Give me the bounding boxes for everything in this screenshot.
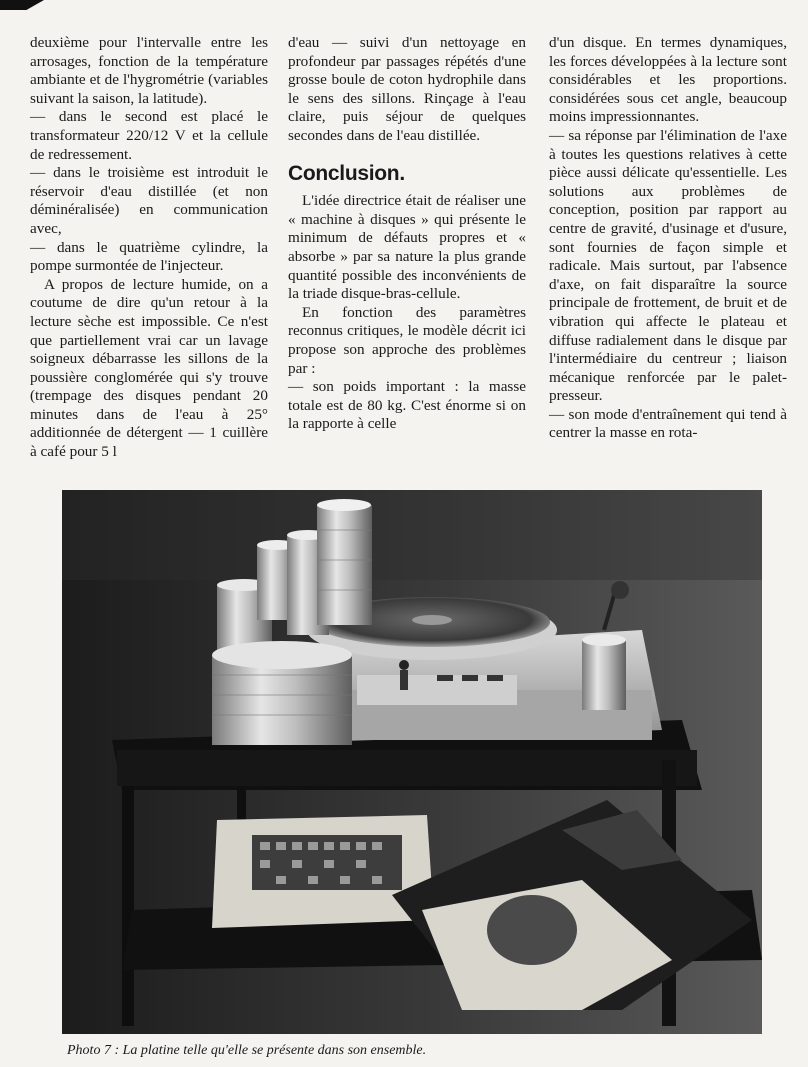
paragraph: d'eau — suivi d'un nettoyage en profondeur par passages répétés d'une grosse boule de coton hydrophile dans le sens des sillons. Rinçage à l'eau claire, puis séjour de quelques secondes dans de l'eau distillée. [288, 34, 526, 144]
paragraph: — sa réponse par l'élimination de l'axe à toutes les questions relatives à cette pièce aussi délicate qu'essentielle. Les solutions aux problèmes de conception, position par rapport au centre de gravité, d'usinage et d'usure, sont fournies de façon simple et radicale. Mais surtout, par l'absence d'axe, on fait disparaître la source principale de frottement, de bruit et de vibration qui affecte le plateau et diffuse radialement dans le disque par l'intermédiaire du centreur ; liaison mécanique renforcée par le palet-presseur. [549, 126, 787, 405]
turntable-photo [62, 490, 762, 1034]
column-1 [30, 34, 268, 462]
paragraph: — dans le second est placé le transformateur 220/12 V et la cellule de redressement. [30, 108, 268, 163]
paragraph: A propos de lecture humide, on a coutume de dire qu'un retour à la lecture sèche est impossible. Ce n'est que partiellement vrai car un lavage soigneux débarrasse les sillons de la poussière conglomérée qui s'y trouve (trempage des disques pendant 20 minutes dans de l'eau à 25° additionnée de détergent — 1 cuillère à café pour 5 l [30, 275, 268, 461]
paragraph: — son poids important : la masse totale est de 80 kg. C'est énorme si on la rapporte à celle [288, 378, 526, 433]
paragraph: d'un disque. En termes dynamiques, les forces développées à la lecture sont considérables et les proportions. considérées sous cet angle, beaucoup moins impressionnantes. [549, 34, 787, 126]
paragraph: — son mode d'entraînement qui tend à centrer la masse en rota- [549, 405, 787, 442]
section-heading: Conclusion. [288, 161, 405, 185]
article-columns [30, 34, 790, 484]
paragraph: — dans le troisième est introduit le réservoir d'eau distillée (et non déminéralisée) en communication avec, [30, 164, 268, 237]
column-3 [549, 34, 787, 443]
paragraph: En fonction des paramètres reconnus critiques, le modèle décrit ici propose son approche des problèmes par : [288, 303, 526, 377]
photo-caption: Photo 7 : La platine telle qu'elle se présente dans son ensemble. [67, 1043, 427, 1058]
page-corner-mark [0, 0, 44, 10]
paragraph: L'idée directrice était de réaliser une « machine à disques » qui présente le minimum de défauts propres et « absorbe » par sa nature la plus grande quantité possible des inconvénients de la triade disque-bras-cellule. [288, 192, 526, 303]
paragraph: — dans le quatrième cylindre, la pompe surmontée de l'injecteur. [30, 238, 268, 275]
paragraph: deuxième pour l'intervalle entre les arrosages, fonction de la température ambiante et de l'hygrométrie (variables suivant la saison, la latitude). [30, 34, 268, 107]
column-2 [288, 34, 526, 434]
turntable-photo-illustration [62, 490, 762, 1034]
